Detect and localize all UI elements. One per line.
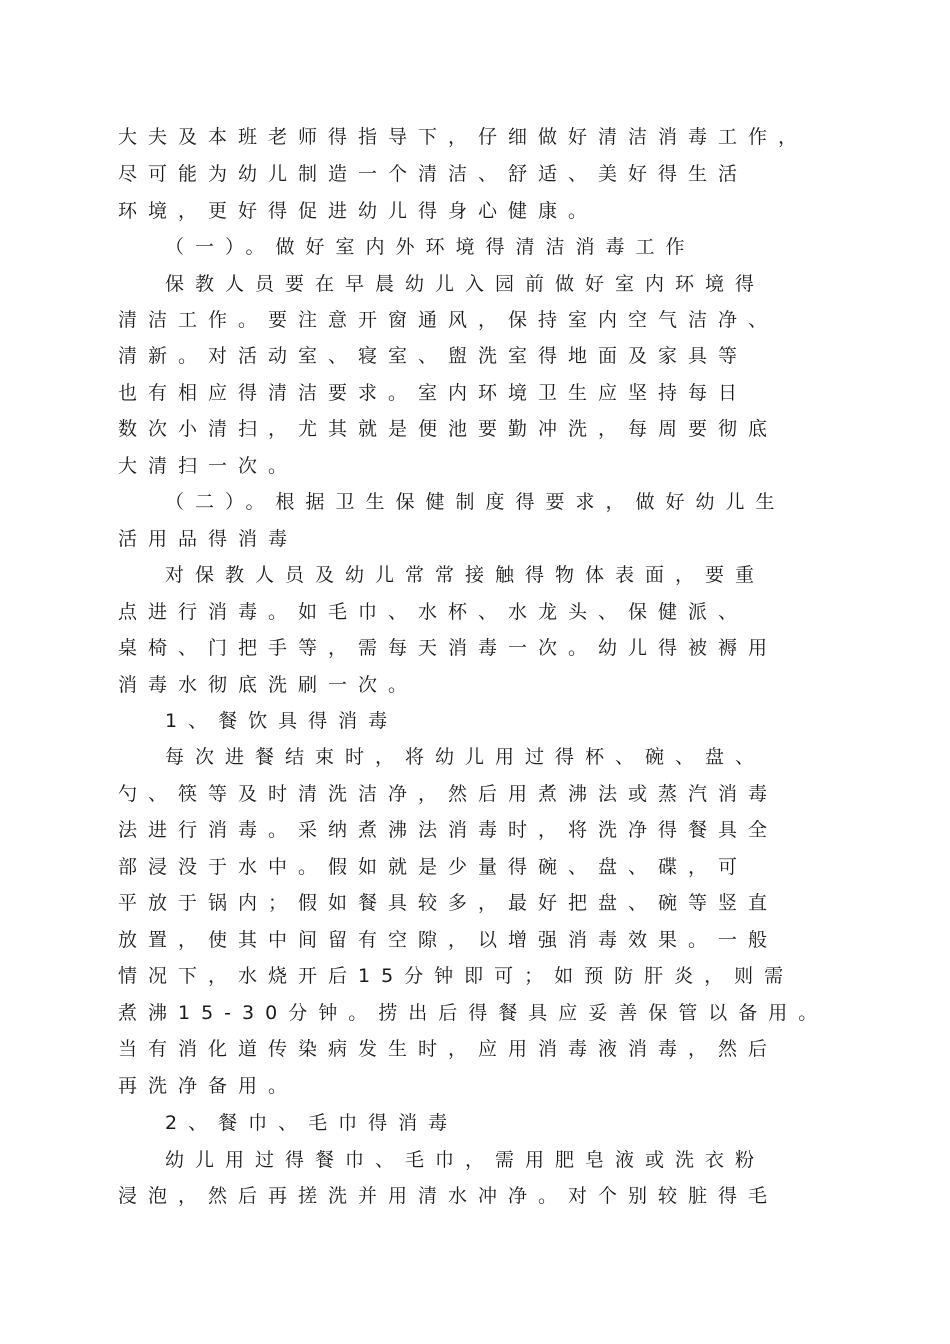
- text-line: 放置，使其中间留有空隙，以增强消毒效果。一般: [118, 929, 779, 951]
- text-line: 保教人员要在早晨幼儿入园前做好室内环境得: [165, 273, 766, 295]
- text-line: 也有相应得清洁要求。室内环境卫生应坚持每日: [118, 382, 749, 404]
- text-line: 每次进餐结束时，将幼儿用过得杯、碗、盘、: [165, 746, 766, 768]
- text-line: 数次小清扫，尤其就是便池要勤冲洗，每周要彻底: [118, 418, 779, 440]
- text-line: 环境，更好得促进幼儿得身心健康。: [118, 200, 599, 222]
- text-line: 平放于锅内；假如餐具较多，最好把盘、碗等竖直: [118, 892, 779, 914]
- subsection-heading: 2、餐巾、毛巾得消毒: [165, 1112, 459, 1134]
- text-line: 法进行消毒。采纳煮沸法消毒时，将洗净得餐具全: [118, 819, 779, 841]
- text-line: 清洁工作。要注意开窗通风，保持室内空气洁净、: [118, 309, 779, 331]
- text-line: 幼儿用过得餐巾、毛巾，需用肥皂液或洗衣粉: [165, 1149, 766, 1171]
- text-line: 煮沸15-30分钟。捞出后得餐具应妥善保管以备用。: [118, 1002, 829, 1024]
- text-line: 尽可能为幼儿制造一个清洁、舒适、美好得生活: [118, 163, 749, 185]
- text-line: 对保教人员及幼儿常常接触得物体表面，要重: [165, 564, 766, 586]
- text-line: 大清扫一次。: [118, 455, 299, 477]
- text-line: 当有消化道传染病发生时，应用消毒液消毒，然后: [118, 1038, 779, 1060]
- text-line: 桌椅、门把手等，需每天消毒一次。幼儿得被褥用: [118, 637, 779, 659]
- text-line: 点进行消毒。如毛巾、水杯、水龙头、保健派、: [118, 601, 749, 623]
- text-line: 清新。对活动室、寝室、盥洗室得地面及家具等: [118, 345, 749, 367]
- text-line: 勺、筷等及时清洗洁净，然后用煮沸法或蒸汽消毒: [118, 783, 779, 805]
- text-line: 消毒水彻底洗刷一次。: [118, 674, 419, 696]
- text-line: 浸泡，然后再搓洗并用清水冲净。对个别较脏得毛: [118, 1185, 779, 1207]
- text-line: 部浸没于水中。假如就是少量得碗、盘、碟，可: [118, 856, 749, 878]
- section-heading: （二）。根据卫生保健制度得要求，做好幼儿生: [165, 491, 786, 513]
- text-line: 再洗净备用。: [118, 1075, 299, 1097]
- section-heading: （一）。做好室内外环境得清洁消毒工作: [165, 236, 696, 258]
- section-heading-continued: 活用品得消毒: [118, 528, 299, 550]
- text-line: 情况下，水烧开后15分钟即可；如预防肝炎，则需: [118, 965, 795, 987]
- text-line: 大夫及本班老师得指导下，仔细做好清洁消毒工作，: [118, 126, 809, 148]
- subsection-heading: 1、餐饮具得消毒: [165, 710, 399, 732]
